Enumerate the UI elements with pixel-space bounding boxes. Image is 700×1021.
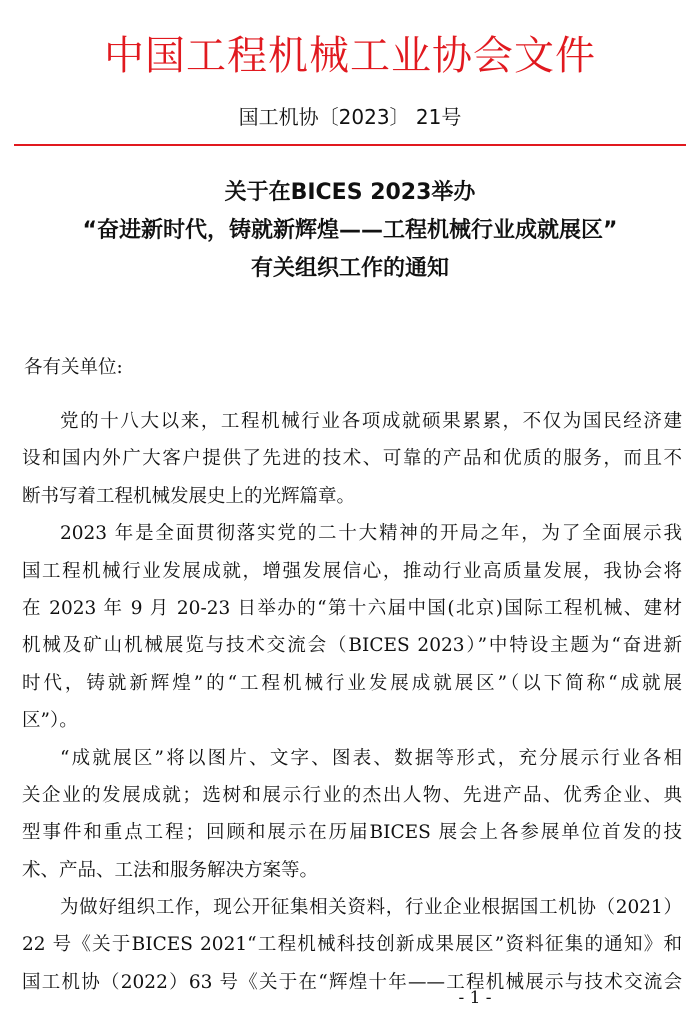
body-line: 国工程机械行业发展成就，增强发展信心，推动行业高质量发展，我协会将 [22, 560, 682, 582]
salutation: 各有关单位: [24, 357, 123, 378]
issuer-title: 中国工程机械工业协会文件 [104, 33, 596, 79]
body-line: 时代，铸就新辉煌”的“工程机械行业发展成就展区”（以下简称“成就展 [22, 672, 682, 694]
body-line: 断书写着工程机械发展史上的光辉篇章。 [22, 485, 356, 507]
body-text [22, 403, 682, 1001]
body-line: 党的十八大以来，工程机械行业各项成就硕果累累，不仅为国民经济建 [60, 411, 682, 432]
body-line: 设和国内外广大客户提供了先进的技术、可靠的产品和优质的服务，而且不 [22, 448, 682, 470]
document-number: 国工机协〔2023〕 21号 [238, 105, 462, 129]
body-line: 国工机协（2022）63 号《关于在“辉煌十年——工程机械展示与技术交流会 [22, 971, 682, 993]
body-line: 2023 年是全面贯彻落实党的二十大精神的开局之年，为了全面展示我 [60, 523, 682, 545]
body-line: 术、产品、工法和服务解决方案等。 [22, 859, 319, 881]
body-line: 型事件和重点工程；回顾和展示在历届BICES 展会上各参展单位首发的技 [22, 822, 682, 844]
body-line: 在 2023 年 9 月 20-23 日举办的“第十六届中国(北京)国际工程机械、建材 [22, 597, 682, 619]
body-line: 区”）。 [22, 710, 78, 732]
title-line-2: “奋进新时代，铸就新辉煌——工程机械行业成就展区” [82, 218, 618, 243]
body-line: 关企业的发展成就；选树和展示行业的杰出人物、先进产品、优秀企业、典 [22, 784, 682, 806]
title-line-1: 关于在BICES 2023举办 [224, 180, 476, 205]
notice-title [0, 174, 700, 288]
title-line-3: 有关组织工作的通知 [250, 256, 449, 281]
body-line: “成就展区”将以图片、文字、图表、数据等形式，充分展示行业各相 [60, 747, 682, 769]
body-line: 机械及矿山机械展览与技术交流会（BICES 2023）”中特设主题为“奋进新 [22, 635, 682, 657]
body-line: 为做好组织工作，现公开征集相关资料，行业企业根据国工机协（2021） [60, 897, 682, 919]
body-line: 22 号《关于BICES 2021“工程机械科技创新成果展区”资料征集的通知》和 [22, 934, 682, 956]
page-number: - 1 - [458, 988, 492, 1008]
red-divider-line [14, 144, 686, 146]
